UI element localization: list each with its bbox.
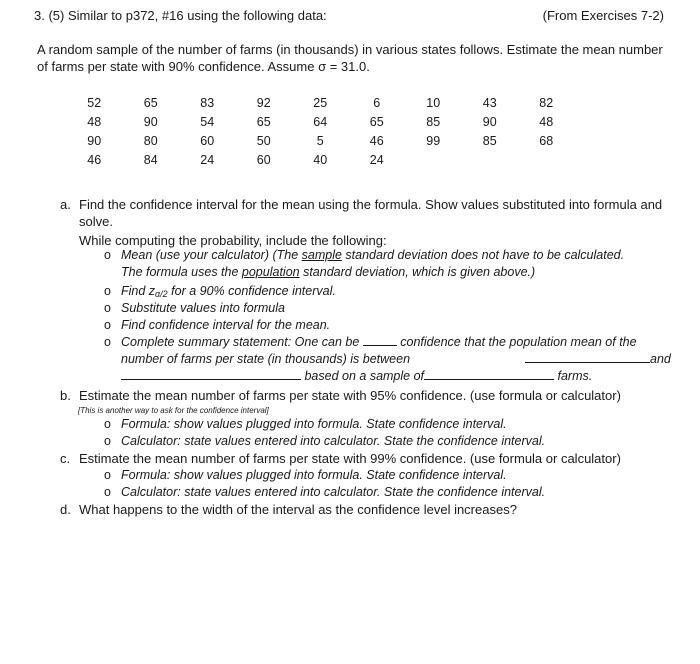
bullet-icon: o bbox=[104, 248, 111, 262]
part-b-bullet-1 bbox=[104, 416, 672, 433]
part-a-bullet-3 bbox=[104, 300, 672, 317]
part-b-note: [This is another way to ask for the confidence interval] bbox=[78, 406, 269, 415]
table-cell: 82 bbox=[539, 95, 554, 110]
table-cell: 68 bbox=[539, 133, 554, 148]
blank-line[interactable] bbox=[525, 351, 650, 363]
table-cell: 60 bbox=[256, 152, 271, 167]
part-d bbox=[60, 501, 672, 518]
table-cell: 65 bbox=[143, 95, 158, 110]
bullet-icon: o bbox=[104, 485, 111, 499]
bullet-text: Calculator: state values entered into calculator. State the confidence interval. bbox=[121, 434, 546, 448]
problem-intro: A random sample of the number of farms (in thousands) in various states follows. Estimate the mean number of farms per state with 90% confidence. Assume σ = 31.0. bbox=[37, 42, 663, 74]
part-b-text: Estimate the mean number of farms per state with 95% confidence. (use formula or calculator) bbox=[79, 388, 621, 403]
table-cell: 90 bbox=[482, 114, 497, 129]
table-cell: 60 bbox=[200, 133, 215, 148]
bullet-text: based on a sample of bbox=[304, 369, 425, 383]
table-cell bbox=[518, 150, 575, 169]
table-cell: 65 bbox=[256, 114, 271, 129]
bullet-underlined: sample bbox=[301, 248, 342, 262]
table-cell bbox=[405, 150, 462, 169]
table-cell: 90 bbox=[87, 133, 102, 148]
bullet-text: and bbox=[650, 352, 671, 366]
table-row bbox=[66, 93, 575, 112]
part-b-label: b. bbox=[60, 388, 71, 403]
bullet-icon: o bbox=[104, 318, 111, 332]
part-c-label: c. bbox=[60, 451, 71, 466]
bullet-icon: o bbox=[104, 335, 111, 349]
part-c-bullet-2 bbox=[104, 484, 672, 501]
part-a-bullet-4 bbox=[104, 317, 672, 334]
table-cell: 48 bbox=[87, 114, 102, 129]
problem-header bbox=[34, 8, 664, 23]
part-b bbox=[60, 387, 672, 404]
bullet-text: farms. bbox=[557, 369, 593, 383]
bullet-icon: o bbox=[104, 301, 111, 315]
part-a bbox=[60, 196, 672, 230]
part-a-text: Find the confidence interval for the mean using the formula. Show values substituted into formula and solve. bbox=[79, 197, 663, 229]
bullet-text: Calculator: state values entered into calculator. State the confidence interval. bbox=[121, 485, 546, 499]
part-c-text: Estimate the mean number of farms per state with 99% confidence. (use formula or calculator) bbox=[79, 451, 621, 466]
blank-line[interactable] bbox=[121, 368, 301, 380]
part-d-label: d. bbox=[60, 502, 71, 517]
table-cell: 52 bbox=[87, 95, 102, 110]
table-cell bbox=[462, 150, 519, 169]
part-d-text: What happens to the width of the interval as the confidence level increases? bbox=[79, 502, 517, 517]
table-row bbox=[66, 112, 575, 131]
table-cell: 99 bbox=[426, 133, 441, 148]
table-cell: 80 bbox=[143, 133, 158, 148]
table-cell: 54 bbox=[200, 114, 215, 129]
bullet-text: Complete summary statement: One can be bbox=[121, 335, 360, 349]
table-cell: 46 bbox=[369, 133, 384, 148]
part-c-bullet-1 bbox=[104, 467, 672, 484]
table-cell: 43 bbox=[482, 95, 497, 110]
table-cell: 6 bbox=[373, 95, 381, 110]
blank-line[interactable] bbox=[424, 368, 554, 380]
table-cell: 40 bbox=[313, 152, 328, 167]
bullet-icon: o bbox=[104, 284, 111, 298]
blank-line[interactable] bbox=[363, 334, 397, 346]
bullet-icon: o bbox=[104, 434, 111, 448]
bullet-underlined: population bbox=[241, 265, 300, 279]
table-cell: 24 bbox=[369, 152, 384, 167]
bullet-icon: o bbox=[104, 417, 111, 431]
table-cell: 50 bbox=[256, 133, 271, 148]
bullet-text: Substitute values into formula bbox=[121, 301, 285, 315]
bullet-text: Mean (use your calculator) (The bbox=[121, 248, 302, 262]
table-cell: 5 bbox=[316, 133, 324, 148]
bullet-text: Formula: show values plugged into formula. State confidence interval. bbox=[121, 417, 507, 431]
table-cell: 10 bbox=[426, 95, 441, 110]
bullet-text: standard deviation, which is given above.) bbox=[299, 265, 536, 279]
table-row bbox=[66, 150, 575, 169]
part-a-bullet-1 bbox=[104, 247, 672, 281]
table-cell: 83 bbox=[200, 95, 215, 110]
table-cell: 46 bbox=[87, 152, 102, 167]
bullet-text: The formula uses the bbox=[121, 265, 242, 279]
bullet-text: confidence that the population mean of the bbox=[400, 335, 637, 349]
part-b-bullet-2 bbox=[104, 433, 672, 450]
bullet-text: standard deviation does not have to be calculated. bbox=[341, 248, 625, 262]
data-table bbox=[66, 93, 575, 169]
part-a-while: While computing the probability, include the following: bbox=[79, 233, 387, 248]
table-cell: 85 bbox=[426, 114, 441, 129]
part-a-label: a. bbox=[60, 197, 71, 212]
table-cell: 64 bbox=[313, 114, 328, 129]
source-reference: (From Exercises 7-2) bbox=[542, 8, 664, 23]
bullet-text: Find confidence interval for the mean. bbox=[121, 318, 331, 332]
bullet-text: number of farms per state (in thousands) is between bbox=[121, 352, 411, 366]
part-c bbox=[60, 450, 672, 467]
bullet-text: Find z bbox=[121, 284, 156, 298]
table-cell: 65 bbox=[369, 114, 384, 129]
bullet-text: for a 90% confidence interval. bbox=[167, 284, 336, 298]
table-cell: 84 bbox=[143, 152, 158, 167]
table-cell: 48 bbox=[539, 114, 554, 129]
problem-title: 3. (5) Similar to p372, #16 using the following data: bbox=[34, 8, 327, 23]
table-cell: 85 bbox=[482, 133, 497, 148]
table-cell: 90 bbox=[143, 114, 158, 129]
table-cell: 92 bbox=[256, 95, 271, 110]
subscript: α/2 bbox=[155, 289, 168, 299]
table-cell: 25 bbox=[313, 95, 328, 110]
bullet-text: Formula: show values plugged into formula. State confidence interval. bbox=[121, 468, 507, 482]
bullet-icon: o bbox=[104, 468, 111, 482]
table-row bbox=[66, 131, 575, 150]
part-a-bullet-5 bbox=[104, 334, 672, 385]
table-cell: 24 bbox=[200, 152, 215, 167]
